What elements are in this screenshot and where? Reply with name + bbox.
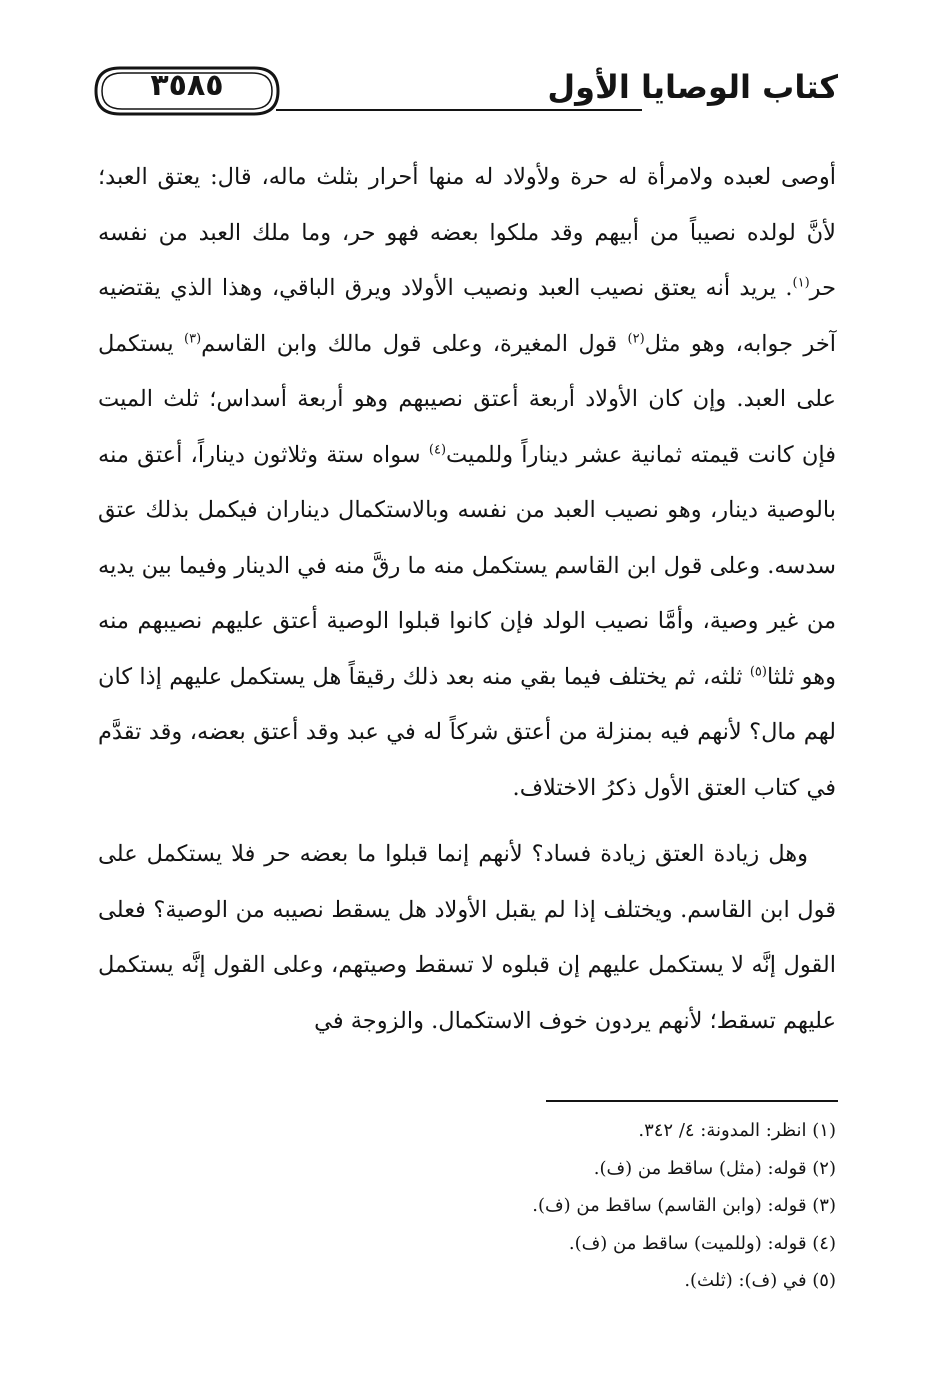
footnote: (٤) قوله: (وللميت) ساقط من (ف).: [568, 1232, 836, 1254]
footnote-reference: (٥): [749, 664, 767, 679]
footnotes: [96, 1112, 836, 1300]
text-run: أوصى لعبده ولامرأة له حرة ولأولاد له منها أحرار بثلث ماله، قال: يعتق العبد؛ لأنَّ لولده نصيباً من أبيهم وقد ملكوا بعضه فهو حر، وما ملك العبد من نفسه حر: [98, 164, 836, 301]
text-run: قول المغيرة، وعلى قول مالك وابن القاسم: [201, 330, 628, 357]
footnote-reference: (١): [792, 275, 810, 291]
paragraph: [98, 827, 836, 1049]
footnote-reference: (٣): [184, 331, 202, 346]
text-run: وهل زيادة العتق زيادة فساد؟ لأنهم إنما قبلوا ما بعضه حر فلا يستكمل على قول ابن القاسم. ويختلف إذا لم يقبل الأولاد هل يسقط نصيبه من الوصية؟ فعلى القول إنَّه لا يستكمل عليهم إن قبلوه لا تسقط وصيتهم، وعلى القول إنَّه يستكمل عليهم تسقط؛ لأنهم يردون خوف الاستكمال. والزوجة في: [98, 841, 836, 1034]
page-header: [92, 62, 838, 122]
footnote: (١) انظر: المدونة: ٤/ ٣٤٢.: [638, 1120, 836, 1141]
body-text: [98, 150, 836, 1049]
footnote: (٣) قوله: (وابن القاسم) ساقط من (ف).: [532, 1195, 836, 1216]
paragraph: [98, 150, 836, 816]
book-title: كتاب الوصايا الأول: [547, 68, 838, 106]
footnote-reference: (٢): [627, 331, 645, 346]
footnote-reference: (٤): [428, 442, 447, 457]
page-number: ٣٥٨٥: [150, 68, 224, 103]
footnote: (٥) في (ف): (ثلث).: [684, 1270, 836, 1291]
footnote: (٢) قوله: (مثل) ساقط من (ف).: [593, 1157, 836, 1179]
text-run: ثلثه، ثم يختلف فيما بقي منه بعد ذلك رقيقاً هل يستكمل عليهم إذا كان لهم مال؟ لأنهم فيه بمنزلة من أعتق شركاً له في عبد وقد أعتق بعضه، وقد تقدَّم في كتاب العتق الأول ذكرُ الاختلاف.: [98, 663, 836, 801]
text-run: . يريد أنه يعتق نصيب العبد ونصيب الأولاد ويرق الباقي، وهذا الذي يقتضيه آخر جوابه، وهو مثل: [98, 275, 837, 357]
text-run: يستكمل على العبد. وإن كان الأولاد أربعة أعتق نصيبهم وهو أربعة أسداس؛ ثلث الميت فإن كانت قيمته ثمانية عشر ديناراً وللميت: [98, 330, 836, 468]
footnote-separator: [546, 1100, 838, 1102]
header-rule: [276, 109, 642, 111]
text-run: سواه ستة وثلاثون ديناراً، أعتق منه بالوصية دينار، وهو نصيب العبد من نفسه وبالاستكمال ديناران فيكمل بذلك عتق سدسه. وعلى قول ابن القاسم يستكمل منه ما رقَّ منه في الدينار وفيما بين يديه من غير وصية، وأمَّا نصيب الولد فإن كانوا قبلوا الوصية أعتق عليهم نصيبهم منه وهو ثلثا: [98, 441, 836, 690]
